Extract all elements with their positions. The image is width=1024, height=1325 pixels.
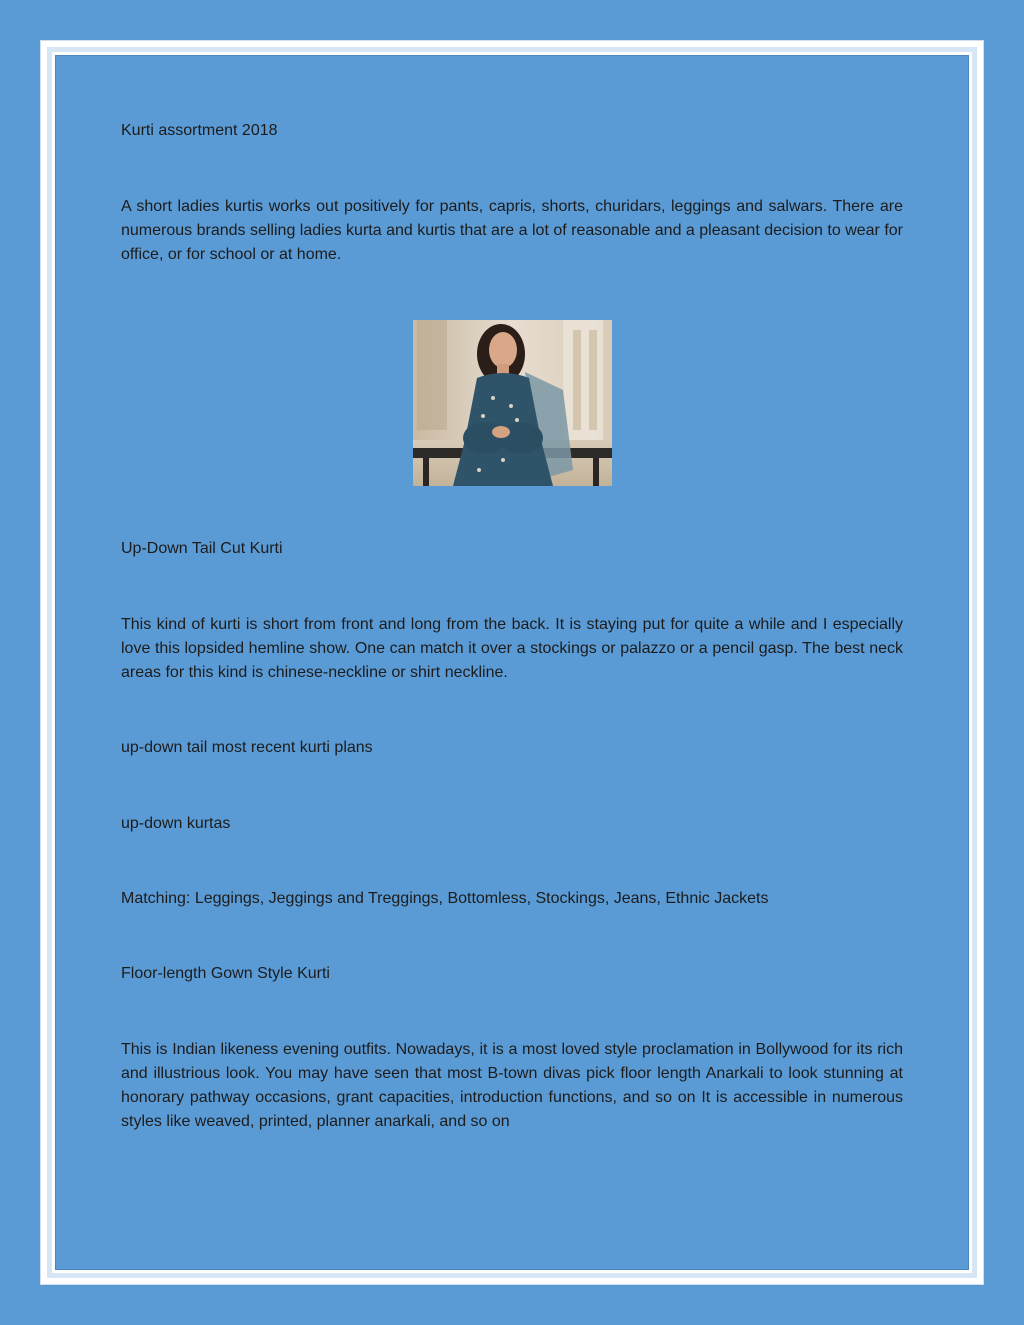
- section-heading-floor-length: Floor-length Gown Style Kurti: [121, 965, 330, 982]
- floor-length-paragraph: This is Indian likeness evening outfits. Nowadays, it is a most loved style proclamation in Bollywood for its rich and illustrious look. You may have seen that most B-town divas pick floor length Anarkali to look stunning at honorary pathway occasions, grant capacities, introduction functions, and so on It is accessible in numerous styles like weaved, printed, planner anarkali, and so on: [121, 1041, 903, 1130]
- up-down-paragraph: This kind of kurti is short from front and long from the back. It is staying put for quite a while and I especially love this lopsided hemline show. One can match it over a stockings or palazzo or a pencil gasp. The best neck areas for this kind is chinese-neckline or shirt neckline.: [121, 616, 903, 681]
- section-heading-up-down: Up-Down Tail Cut Kurti: [121, 540, 283, 557]
- document-title: Kurti assortment 2018: [121, 122, 278, 139]
- caption-up-down-plans: up-down tail most recent kurti plans: [121, 739, 373, 756]
- kurti-photo: [413, 320, 612, 486]
- matching-line: Matching: Leggings, Jeggings and Treggings, Bottomless, Stockings, Jeans, Ethnic Jackets: [121, 890, 769, 907]
- intro-paragraph: A short ladies kurtis works out positively for pants, capris, shorts, churidars, leggings and salwars. There are numerous brands selling ladies kurta and kurtis that are a lot of reasonable and a pleasant decision to wear for office, or for school or at home.: [121, 198, 903, 263]
- caption-up-down-kurtas: up-down kurtas: [121, 815, 231, 832]
- kurti-photo-illustration: [413, 320, 612, 486]
